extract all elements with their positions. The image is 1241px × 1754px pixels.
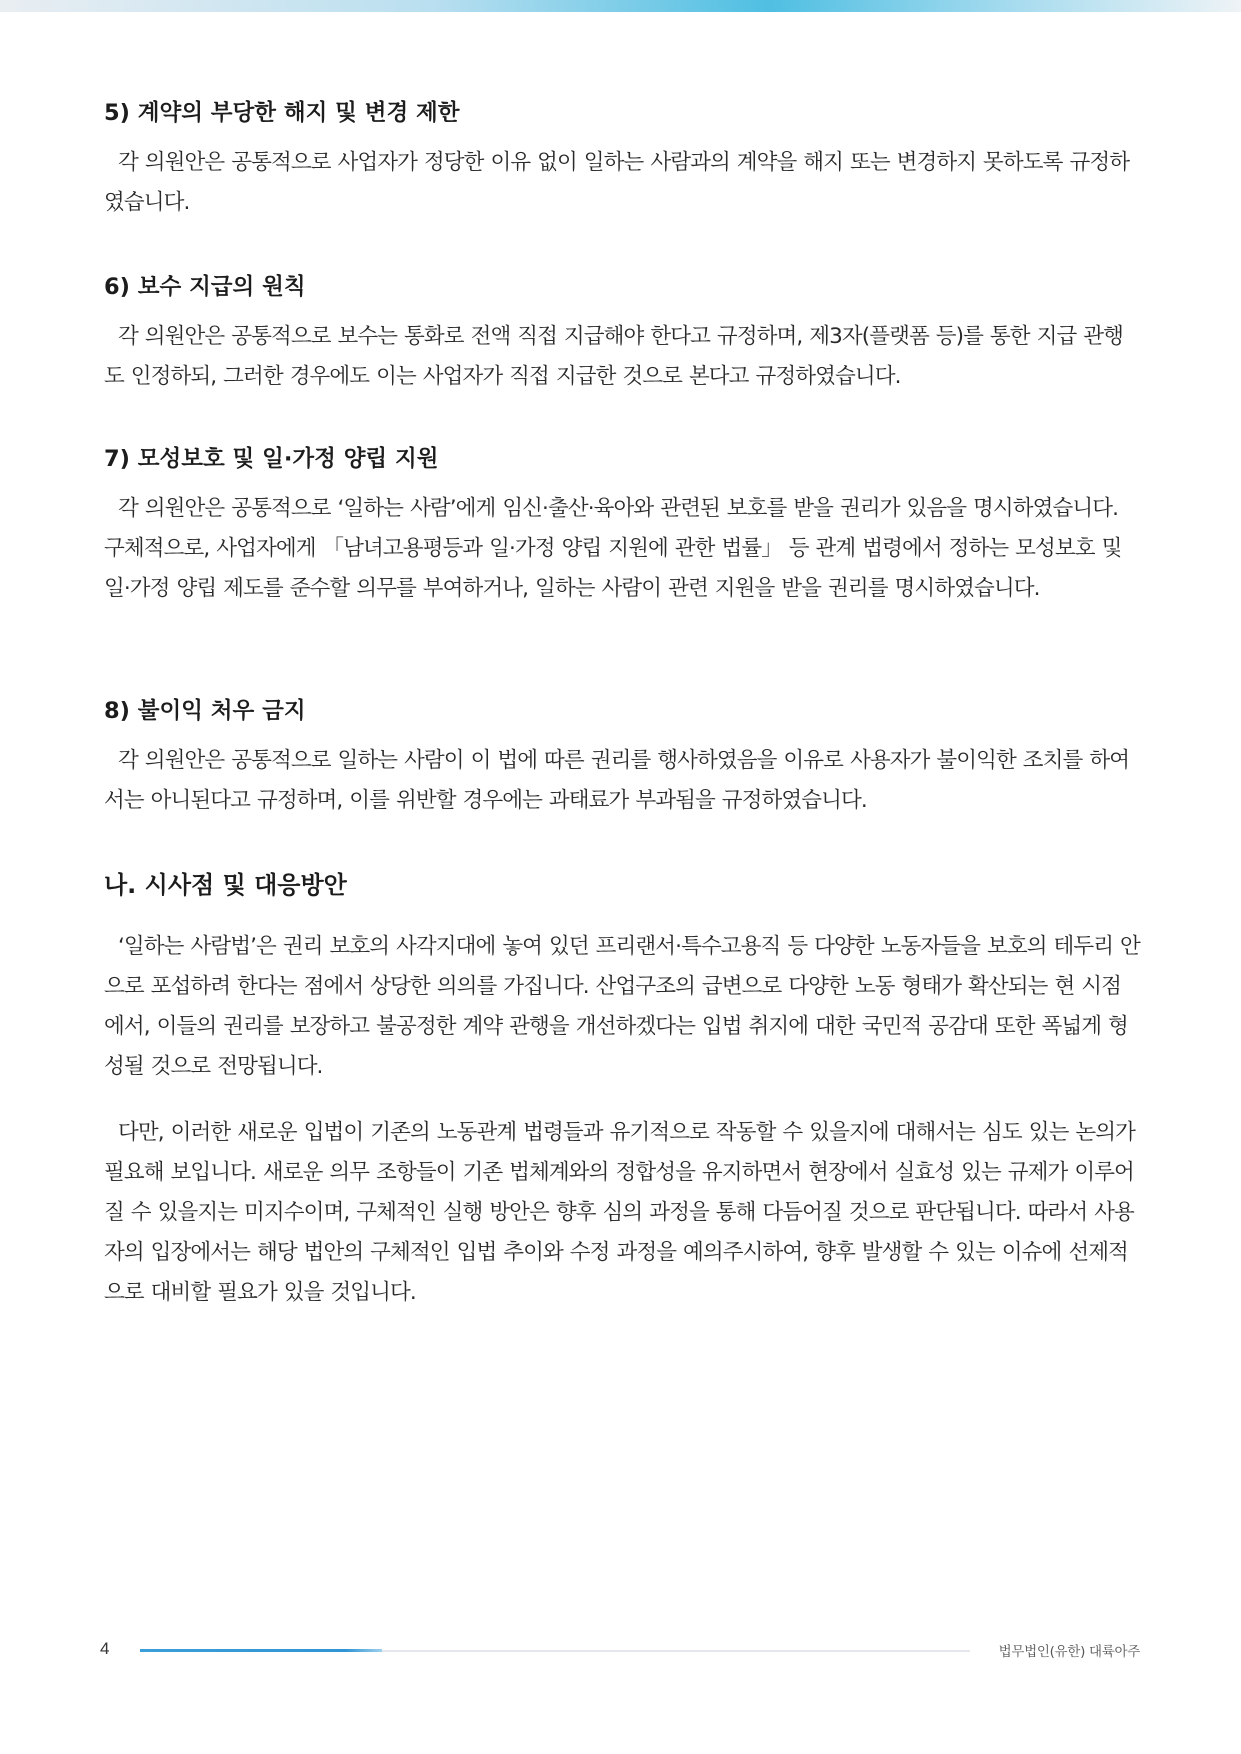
section-heading: 8) 불이익 처우 금지 [104, 698, 306, 724]
section-heading: 7) 모성보호 및 일·가정 양립 지원 [104, 446, 439, 472]
section-heading: 5) 계약의 부당한 해지 및 변경 제한 [104, 100, 460, 126]
implications-paragraph-2-block [104, 1113, 1140, 1313]
footer-divider-accent [140, 1649, 382, 1652]
section-paragraph: 각 의원안은 공통적으로 ‘일하는 사람’에게 임신·출산·육아와 관련된 보호를 받을 권리가 있음을 명시하였습니다. 구체적으로, 사업자에게 「남녀고용평등과 일·가정 양립 지원에 관한 법률」 등 관계 법령에서 정하는 모성보호 및 일·가정 양립 제도를 준수할 의무를 부여하거나, 일하는 사람이 관련 지원을 받을 권리를 명시하였습니다. [104, 496, 1122, 601]
section-paragraph: 각 의원안은 공통적으로 보수는 통화로 전액 직접 지급해야 한다고 규정하며, 제3자(플랫폼 등)를 통한 지급 관행도 인정하되, 그러한 경우에도 이는 사업자가 직접 지급한 것으로 본다고 규정하였습니다. [104, 324, 1124, 389]
footer-firm-name: 법무법인(유한) 대륙아주 [998, 1644, 1140, 1660]
major-section-implications [104, 865, 1140, 1087]
implications-paragraph-1: ‘일하는 사람법’은 권리 보호의 사각지대에 놓여 있던 프리랜서·특수고용직 등 다양한 노동자들을 보호의 테두리 안으로 포섭하려 한다는 점에서 상당한 의의를 가집니다. 산업구조의 급변으로 다양한 노동 형태가 확산되는 현 시점에서, 이들의 권리를 보장하고 불공정한 계약 관행을 개선하겠다는 입법 취지에 대한 국민적 공감대 또한 폭넓게 형성될 것으로 전망됩니다. [104, 934, 1140, 1079]
section-5 [104, 95, 1140, 223]
section-7 [104, 441, 1140, 609]
section-paragraph: 각 의원안은 공통적으로 일하는 사람이 이 법에 따른 권리를 행사하였음을 이유로 사용자가 불이익한 조치를 하여서는 아니된다고 규정하며, 이를 위반할 경우에는 과태료가 부과됨을 규정하였습니다. [104, 748, 1130, 813]
top-gradient-bar [0, 0, 1241, 12]
section-8 [104, 693, 1140, 821]
page-number: 4 [100, 1639, 110, 1658]
section-6 [104, 269, 1140, 397]
major-section-heading: 나. 시사점 및 대응방안 [104, 871, 347, 899]
section-paragraph: 각 의원안은 공통적으로 사업자가 정당한 이유 없이 일하는 사람과의 계약을 해지 또는 변경하지 못하도록 규정하였습니다. [104, 150, 1130, 215]
section-heading: 6) 보수 지급의 원칙 [104, 274, 306, 300]
implications-paragraph-2: 다만, 이러한 새로운 입법이 기존의 노동관계 법령들과 유기적으로 작동할 수 있을지에 대해서는 심도 있는 논의가 필요해 보입니다. 새로운 의무 조항들이 기존 법체계와의 정합성을 유지하면서 현장에서 실효성 있는 규제가 이루어질 수 있을지는 미지수이며, 구체적인 실행 방안은 향후 심의 과정을 통해 다듬어질 것으로 판단됩니다. 따라서 사용자의 입장에서는 해당 법안의 구체적인 입법 추이와 수정 과정을 예의주시하여, 향후 발생할 수 있는 이슈에 선제적으로 대비할 필요가 있을 것입니다. [104, 1120, 1135, 1305]
